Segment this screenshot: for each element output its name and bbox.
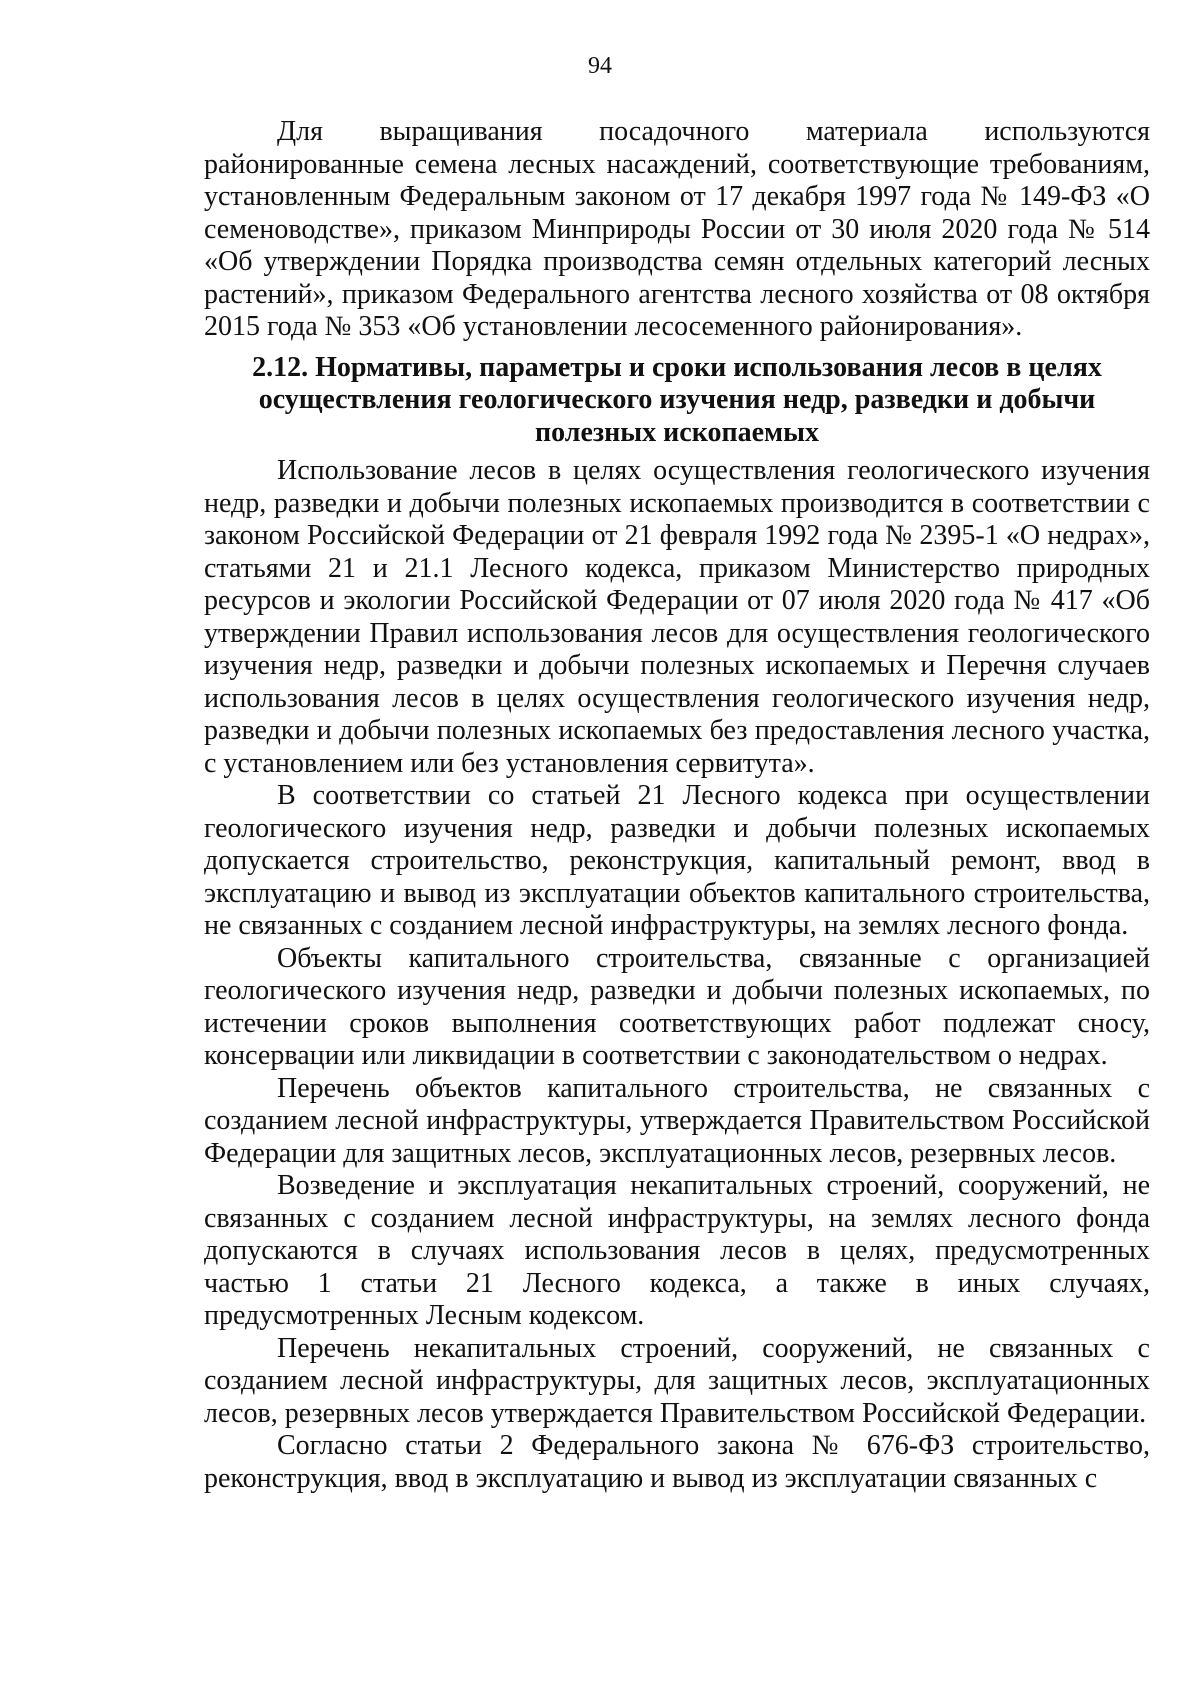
paragraph-capital-objects-removal: Объекты капитального строительства, связанные с организацией геологического изучения недр, разведки и добычи полезных ископаемых, по истечении сроков выполнения соответствующих работ подлежат сносу, консервации или ликвидации в соответствии с законодательством о недрах. bbox=[204, 942, 1150, 1071]
section-heading bbox=[204, 352, 1150, 450]
document-body bbox=[204, 116, 1150, 1495]
page-number: 94 bbox=[588, 53, 612, 79]
paragraph-legal-basis: Использование лесов в целях осуществления геологического изучения недр, разведки и добычи полезных ископаемых производится в соответствии с законом Российской Федерации от 21 февраля 1992 года № 2395-1 «О недрах», статьями 21 и 21.1 Лесного кодекса, приказом Министерство природных ресурсов и экологии Российской Федерации от 07 июля 2020 года № 417 «Об утверждении Правил использования лесов для осуществления геологического изучения недр, разведки и добычи полезных ископаемых и Перечня случаев использования лесов в целях осуществления геологического изучения недр, разведки и добычи полезных ископаемых без предоставления лесного участка, с установлением или без установления сервитута». bbox=[204, 455, 1150, 779]
paragraph-seed-material: Для выращивания посадочного материала используются районированные семена лесных насаждений, соответствующие требованиям, установленным Федеральным законом от 17 декабря 1997 года № 149-ФЗ «О семеноводстве», приказом Минприроды России от 30 июля 2020 года № 514 «Об утверждении Порядка производства семян отдельных категорий лесных растений», приказом Федерального агентства лесного хозяйства от 08 октября 2015 года № 353 «Об установлении лесосеменного районирования». bbox=[204, 116, 1150, 342]
paragraph-noncapital-structures: Возведение и эксплуатация некапитальных строений, сооружений, не связанных с созданием лесной инфраструктуры, на землях лесного фонда допускаются в случаях использования лесов в целях, предусмотренных частью 1 статьи 21 Лесного кодекса, а также в иных случаях, предусмотренных Лесным кодексом. bbox=[204, 1170, 1150, 1331]
section-heading-line: 2.12. Нормативы, параметры и сроки использования лесов в целях bbox=[252, 351, 1102, 383]
section-heading-line: полезных ископаемых bbox=[535, 416, 819, 448]
paragraph-capital-construction: В соответствии со статьей 21 Лесного кодекса при осуществлении геологического изучения недр, разведки и добычи полезных ископаемых допускается строительство, реконструкция, капитальный ремонт, ввод в эксплуатацию и вывод из эксплуатации объектов капитального строительства, не связанных с созданием лесной инфраструктуры, на землях лесного фонда. bbox=[204, 780, 1150, 941]
paragraph-noncapital-list: Перечень некапитальных строений, сооружений, не связанных с созданием лесной инфраструктуры, для защитных лесов, эксплуатационных лесов, резервных лесов утверждается Правительством Российской Федерации. bbox=[204, 1332, 1150, 1429]
paragraph-federal-law-676: Согласно статьи 2 Федерального закона № 676-ФЗ строительство, реконструкция, ввод в эксплуатацию и вывод из эксплуатации связанных с bbox=[204, 1430, 1150, 1494]
paragraph-capital-objects-list: Перечень объектов капитального строительства, не связанных с созданием лесной инфраструктуры, утверждается Правительством Российской Федерации для защитных лесов, эксплуатационных лесов, резервных лесов. bbox=[204, 1072, 1150, 1169]
section-heading-line: осуществления геологического изучения недр, разведки и добычи bbox=[258, 384, 1096, 415]
